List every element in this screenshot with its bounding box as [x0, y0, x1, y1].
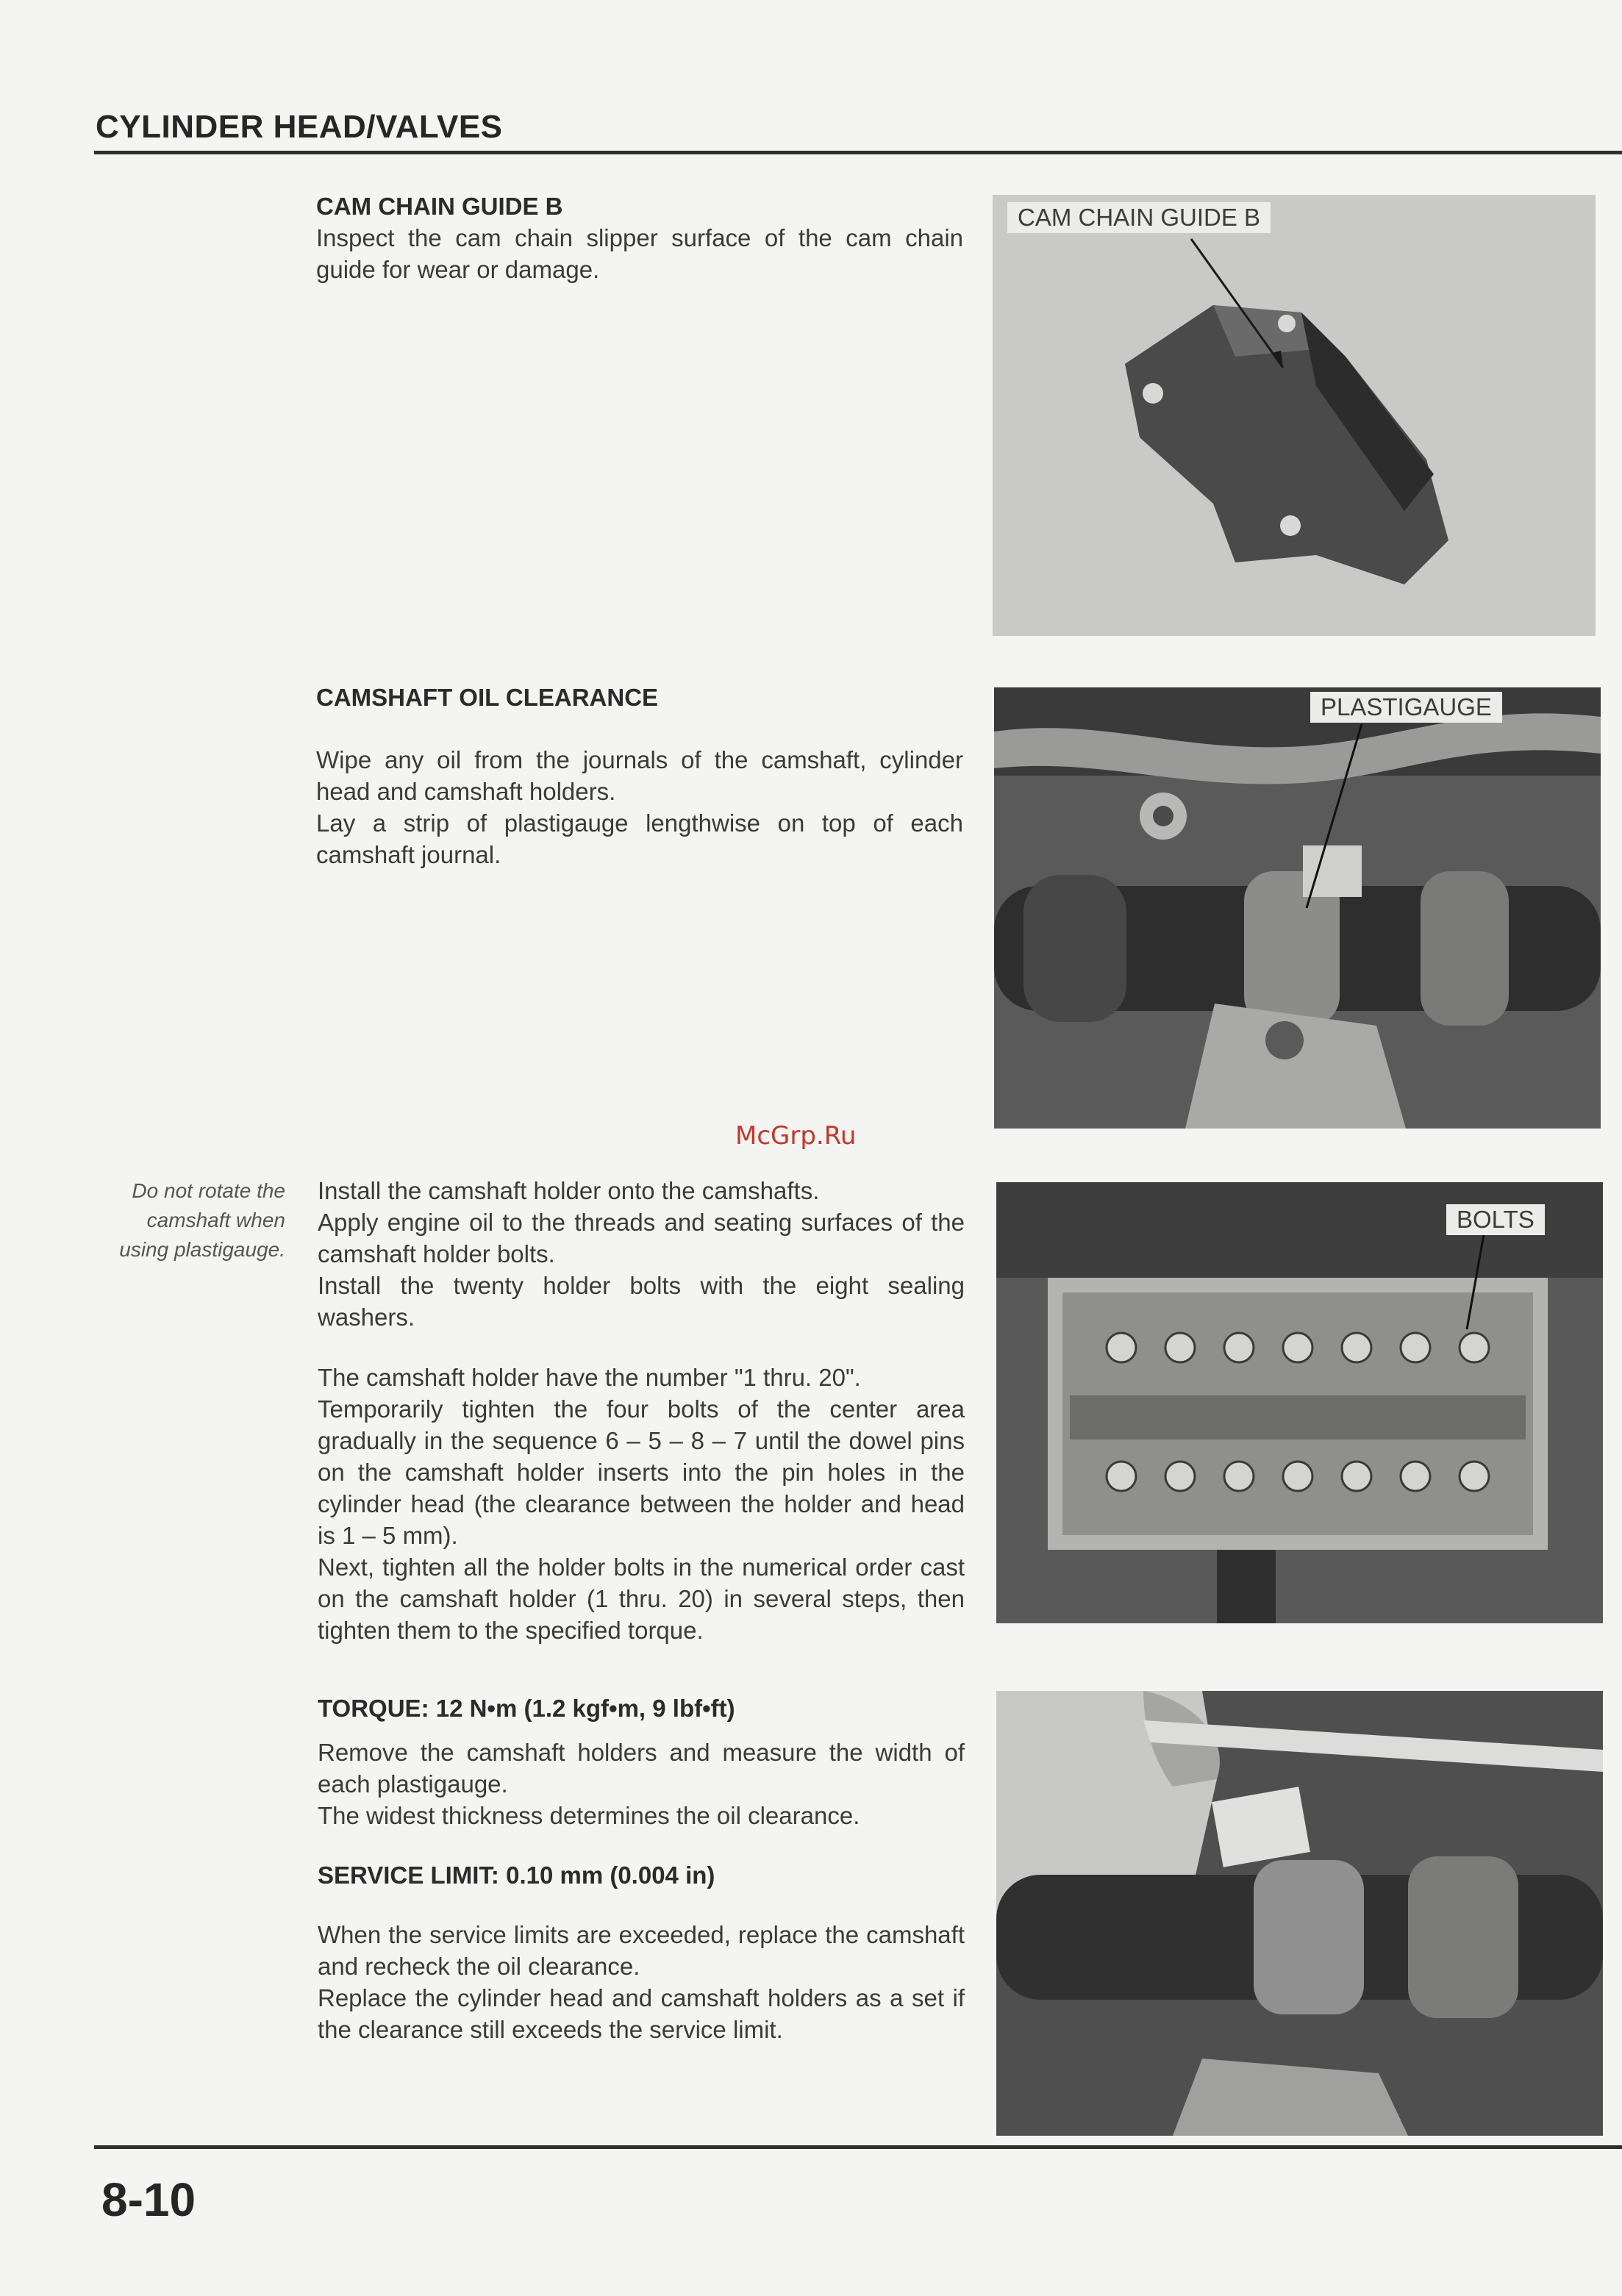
torque-spec: TORQUE: 12 N•m (1.2 kgf•m, 9 lbf•ft) — [318, 1695, 735, 1722]
footer-rule — [94, 2145, 1622, 2149]
install-text-3: Remove the camshaft holders and measure the width of each plastigauge. The widest thickness determines the oil clearance. — [318, 1739, 965, 1829]
side-note: Do not rotate the camshaft when using plastigauge. — [119, 1179, 285, 1261]
header-rule — [94, 151, 1622, 154]
camshaft-oil-heading: CAMSHAFT OIL CLEARANCE — [316, 684, 659, 711]
cam-chain-guide-text: Inspect the cam chain slipper surface of the cam chain guide for wear or damage. — [316, 224, 963, 283]
service-limit-spec: SERVICE LIMIT: 0.10 mm (0.004 in) — [318, 1862, 715, 1889]
page-title: CYLINDER HEAD/VALVES — [96, 109, 503, 145]
watermark: McGrp.Ru — [735, 1121, 857, 1151]
cam-chain-guide-photo — [993, 195, 1596, 636]
page-number: 8-10 — [101, 2173, 196, 2226]
plastigauge-label: PLASTIGAUGE — [1310, 692, 1502, 723]
bolts-photo — [996, 1182, 1603, 1623]
install-text-4: When the service limits are exceeded, replace the camshaft and recheck the oil clearance. Replace the cylinder head and camshaft holders as a set if the clearance still exceeds the service limit. — [318, 1921, 965, 2043]
install-text-1: Install the camshaft holder onto the camshafts. Apply engine oil to the threads and seating surfaces of the camshaft holder bolts. Install the twenty holder bolts with the eight sealing washers. — [318, 1177, 965, 1331]
plastigauge-photo — [994, 687, 1601, 1129]
camshaft-oil-text: Wipe any oil from the journals of the camshaft, cylinder head and camshaft holders. Lay a strip of plastigauge lengthwise on top of each camshaft journal. — [316, 746, 963, 868]
cam-chain-guide-heading: CAM CHAIN GUIDE B — [316, 193, 563, 220]
cam-chain-guide-label: CAM CHAIN GUIDE B — [1007, 202, 1271, 233]
bolts-label: BOLTS — [1446, 1204, 1545, 1235]
install-text-2: The camshaft holder have the number "1 thru. 20". Temporarily tighten the four bolts of the center area gradually in the sequence 6 – 5 – 8 – 7 until the dowel pins on the camshaft holder inserts into the pin holes in the cylinder head (the clearance between the holder and head is 1 – 5 mm). Next, tighten all the holder bolts in the numerical order cast on the camshaft holder (1 thru. 20) in several steps, then tighten them to the specified torque. — [318, 1364, 965, 1644]
measure-photo — [996, 1691, 1603, 2136]
